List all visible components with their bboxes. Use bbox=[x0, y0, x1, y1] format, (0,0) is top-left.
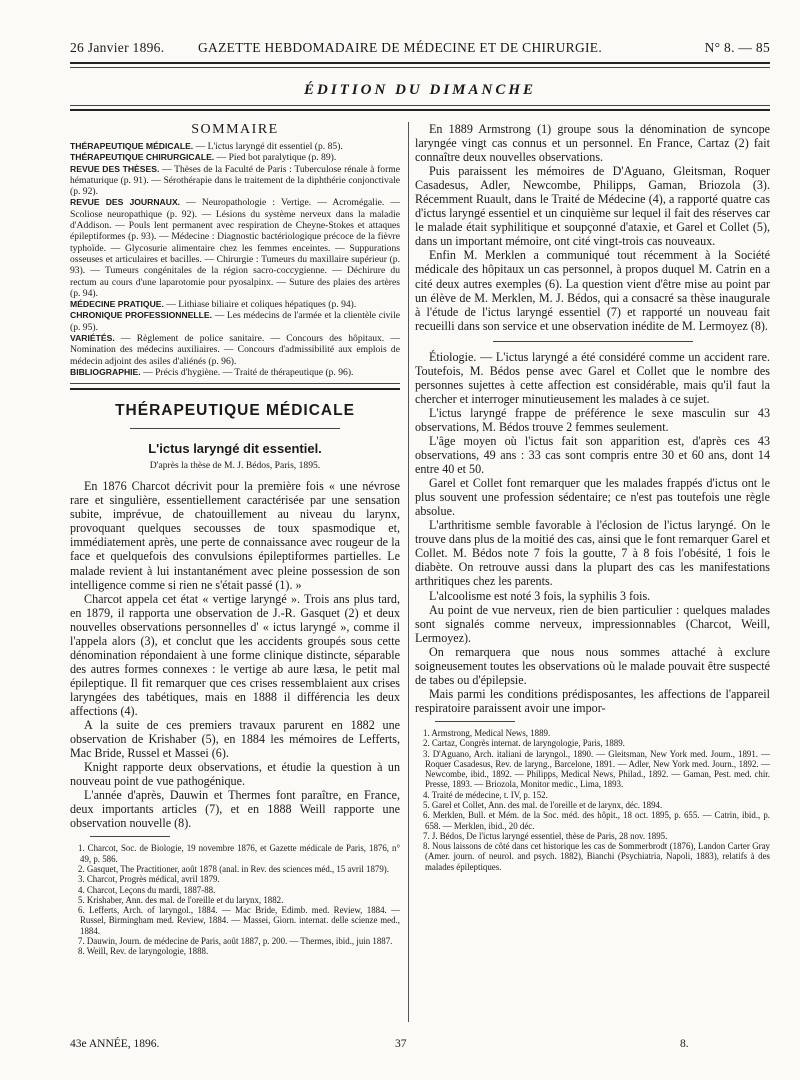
paragraph: L'arthritisme semble favorable à l'éclosion de l'ictus laryngé. On le trouve dans plus de la moitié des cas, ainsi que le font remarquer Garel et Collet. M. Bédos note 7 fois la goutte, 7 à 8 fois l'obésité, 1 fois le diabète. On retrouve aussi dans la plupart des cas les manifestations arthritiques chez les parents. bbox=[415, 518, 770, 589]
header-rule-top bbox=[70, 62, 770, 64]
paragraph: Enfin M. Merklen a communiqué tout récemment à la Société médicale des hôpitaux un cas personnel, à propos duquel M. Catrin en a cité deux autres exemples (6). La question vient d'être mise au point par un élève de M. Merklen, M. J. Bédos, qui a consacré sa thèse inaugurale à l'étude de l'ictus laryngé essentiel (7) et rapporté un nouveau fait recueilli dans son service et une observation inédite de M. Lermoyez (8). bbox=[415, 248, 770, 333]
paragraph: L'âge moyen où l'ictus fait son apparition est, d'après ces 43 observations, 49 ans : 33 cas sont compris entre 30 et 60 ans, dont 14 entre 40 et 50. bbox=[415, 433, 770, 477]
sommaire-entry: BIBLIOGRAPHIE. — Précis d'hygiène. — Traité de thérapeutique (p. 96). bbox=[70, 366, 354, 378]
issue-number: N° 8. — 85 bbox=[704, 40, 770, 55]
sommaire-entry: VARIÉTÉS. — Règlement de police sanitaire. — Concours des hôpitaux. — Nomination des médecins auxiliaires. — Concours d'admissibilité aux emplois de médecin adjoint des asiles d'aliénés (p. 96). bbox=[70, 333, 400, 367]
left-column bbox=[70, 122, 400, 957]
sommaire-entry: THÉRAPEUTIQUE CHIRURGICALE. — Pied bot paralytique (p. 89). bbox=[70, 152, 337, 164]
sommaire-entry: REVUE DES JOURNAUX. — Neuropathologie : Vertige. — Acromégalie. — Scoliose neuropathique (p. 92). — Lésions du système nerveux dans la maladie d'Addison. — Pouls lent permanent avec respiration de Cheyne-Stokes et attaques épileptiformes (p. 93). — Médecine : Diagnostic bactériologique précoce de la fièvre typhoïde. — Glycosurie alimentaire chez les femmes enceintes. — Suppurations osseuses et articulaires et bacilles. — Chirurgie : Tumeurs du maxillaire supérieur (p. 93). — Tumeurs congénitales de la région sacro-coccygienne. — Déchirure du rectum au cours d'une laparotomie pour pyosalpinx. — Suture des plaies des artères (p. 94). bbox=[70, 197, 400, 299]
left-footnotes bbox=[70, 843, 400, 956]
footnote: 8. Weill, Rev. de laryngologie, 1888. bbox=[78, 946, 209, 957]
sommaire-list bbox=[70, 141, 400, 378]
footnote: 3. D'Aguano, Arch. italiani de laryngol., 1890. — Gleitsman, New York med. Journ., 1891. — Roquer Casadesus, Rev. de laryng., Barcelone, 1891. — Adler, New York med. Journ., 1892. — Newcombe, ibid., 1892. — Philipps, Medical News, Philad., 1892. — Gaman, Pest. med. chir. Presse, 1893. — Briozola, Monitor medic., Lima, 1893. bbox=[423, 748, 770, 790]
paragraph-rule bbox=[493, 341, 693, 342]
issue-date: 26 Janvier 1896. bbox=[70, 40, 165, 55]
sommaire-rule-double bbox=[70, 388, 400, 390]
paragraph: Mais parmi les conditions prédisposantes, les affections de l'appareil respiratoire paraissent avoir une impor- bbox=[415, 686, 770, 715]
paragraph: L'alcoolisme est noté 3 fois, la syphilis 3 fois. bbox=[429, 588, 651, 603]
left-body bbox=[70, 479, 400, 830]
paragraph: En 1889 Armstrong (1) groupe sous la dénomination de syncope laryngée vingt cas connus et un personnel. En France, Cartaz (2) fait connaître deux nouvelles observations. bbox=[415, 122, 770, 165]
paragraph: Étiologie. — L'ictus laryngé a été considéré comme un accident rare. Toutefois, M. Bédos pense avec Garel et Collet que le nombre des personnes sujettes à cette affection est considérable, mais qu'il faut la chercher et interroger minutieusement les malades à ce sujet. bbox=[415, 349, 770, 406]
sheet-number: 8. bbox=[680, 1038, 689, 1050]
section-rule bbox=[130, 428, 340, 429]
year-footer: 43e ANNÉE, 1896. bbox=[70, 1038, 160, 1050]
footnote: 7. J. Bédos, De l'ictus laryngé essentiel, thèse de Paris, 28 nov. 1895. bbox=[423, 830, 668, 841]
footnote: 5. Garel et Collet, Ann. des mal. de l'oreille et de larynx, déc. 1894. bbox=[423, 800, 663, 810]
edition-rule-2 bbox=[70, 109, 770, 111]
page-number: 37 bbox=[395, 1038, 407, 1050]
journal-title: GAZETTE HEBDOMADAIRE DE MÉDECINE ET DE CHIRURGIE. bbox=[198, 40, 603, 55]
running-head bbox=[70, 38, 770, 60]
paragraph: Garel et Collet font remarquer que les malades frappés d'ictus ont le plus souvent une profession sédentaire; ce n'est pas toutefois une règle absolue. bbox=[415, 476, 770, 519]
paragraph: Au point de vue nerveux, rien de bien particulier : quelques malades sont signalés comme nerveux, impressionnables (Charcot, Weill, Lermoyez). bbox=[415, 602, 770, 645]
paragraph: En 1876 Charcot décrivit pour la première fois « une névrose rare et singulière, essentiellement caractérisée par une sensation subite, imprévue, de chatouillement au niveau du larynx, provoquant quelques secousses de toux spasmodique et, immédiatement après, une perte de connaissance avec rougeur de la face et quelquefois des convulsions épileptiformes partielles. Le malade revient à lui instantanément avec pleine possession de son intelligence comme si rien ne s'était passé (1). » bbox=[70, 479, 400, 592]
section-title: THÉRAPEUTIQUE MÉDICALE bbox=[115, 402, 355, 420]
paragraph: Knight rapporte deux observations, et étudie la question à un nouveau point de vue pathogénique. bbox=[70, 760, 400, 789]
paragraph: Charcot appela cet état « vertige laryngé ». Trois ans plus tard, en 1879, il rapporta une observation de J.-R. Gasquet (2) et deux nouvelles observations personnelles d' « ictus laryngé », comme il l'appela alors (3), et conclut que les accidents groupés sous cette dénomination répondaient à une forme clinique distincte, séparable des autres formes connexes : le vertige ab aure læsa, le petit mal épileptique. Il fit remarquer que ces crises ressemblaient aux crises laryngées des tabétiques, mais en 1888 il différencia les deux affections (4). bbox=[70, 591, 400, 718]
footnote: 2. Cartaz, Congrès internat. de laryngologie, Paris, 1889. bbox=[423, 738, 625, 749]
sommaire-rule bbox=[70, 383, 400, 384]
footnote: 1. Charcot, Soc. de Biologie, 19 novembre 1876, et Gazette médicale de Paris, 1876, n° 49, p. 586. bbox=[78, 843, 400, 864]
paragraph: A la suite de ces premiers travaux parurent en 1882 une observation de Krishaber (5), en 1884 les mémoires de Lefferts, Mac Bride, Russel et Massei (6). bbox=[70, 718, 400, 761]
footnote: 4. Charcot, Leçons du mardi, 1887-88. bbox=[78, 884, 216, 895]
footnote: 6. Merklen, Bull. et Mém. de la Soc. méd. des hôpit., 18 oct. 1895, p. 655. — Catrin, ibid., p. 658. — Merklen, ibid., 20 déc. bbox=[423, 810, 770, 831]
journal-page bbox=[70, 38, 770, 1068]
sommaire-entry: MÉDECINE PRATIQUE. — Lithiase biliaire et coliques hépatiques (p. 94). bbox=[70, 299, 357, 311]
header-rule-bottom bbox=[70, 67, 770, 68]
footnote: 5. Krishaber, Ann. des mal. de l'oreille et du larynx, 1882. bbox=[78, 894, 284, 905]
right-footnotes bbox=[415, 728, 770, 872]
right-column bbox=[415, 122, 770, 872]
sommaire-title: SOMMAIRE bbox=[191, 122, 279, 137]
footnote: 8. Nous laissons de côté dans cet historique les cas de Sommerbrodt (1876), Landon Carter Gray (Amer. journ. of neurol. and psych. 1882), Bianchi (Psychiatria, Napoli, 1883), relatifs à des malades épileptiques. bbox=[423, 841, 770, 872]
right-body bbox=[415, 122, 770, 715]
footnote-rule bbox=[435, 721, 515, 722]
footnote-rule bbox=[90, 836, 170, 837]
footnote: 6. Lefferts, Arch. of laryngol., 1884. — Mac Bride, Edimb. med. Review, 1884. — Russel, Birmingham med. Review, 1884. — Massei, Giorn. internat. delle scienze med., 1884. bbox=[78, 905, 400, 936]
paragraph: Puis paraissent les mémoires de D'Aguano, Gleitsman, Roquer Casadesus, Adler, Newcombe, Philipps, Gaman, Briozola (3). Récemment Ruault, dans le Traité de Médecine (4), a rapporté quatre cas d'ictus laryngé essentiel et un cinquième sur lequel il fait des réserves car le malade était syphilitique et soupçonné d'ataxie, et Garel et Collet (5), dans un important mémoire, ont cité vingt-trois cas nouveaux. bbox=[415, 164, 770, 249]
footnote: 2. Gasquet, The Practitioner, août 1878 (anal. in Rev. des sciences méd., 15 avril 1879). bbox=[78, 864, 389, 874]
edition-rule-1 bbox=[70, 105, 770, 106]
paragraph: On remarquera que nous nous sommes attaché à exclure soigneusement toutes les observations où le malade pouvait être suspecté de tabes ou d'épilepsie. bbox=[415, 644, 770, 687]
footnote: 3. Charcot, Progrès médical, avril 1879. bbox=[78, 874, 220, 885]
column-separator bbox=[408, 122, 409, 1022]
paragraph: L'année d'après, Dauwin et Thermes font paraître, en France, deux importants articles (7), et en 1888 Weill rapporte une observation nouvelle (8). bbox=[70, 788, 400, 831]
footnote: 4. Traité de médecine, t. IV, p. 152. bbox=[423, 789, 548, 800]
sommaire-entry: CHRONIQUE PROFESSIONNELLE. — Les médecins de l'armée et la clientèle civile (p. 95). bbox=[70, 310, 401, 333]
paragraph: L'ictus laryngé frappe de préférence le sexe masculin sur 43 observations, M. Bédos trouve 2 femmes seulement. bbox=[415, 405, 770, 434]
sommaire-entry: THÉRAPEUTIQUE MÉDICALE. — L'ictus laryngé dit essentiel (p. 85). bbox=[70, 141, 343, 152]
footnote: 7. Dauwin, Journ. de médecine de Paris, août 1887, p. 200. — Thermes, ibid., juin 1887. bbox=[78, 936, 393, 947]
article-title: L'ictus laryngé dit essentiel. bbox=[148, 441, 322, 457]
sommaire-entry: REVUE DES THÈSES. — Thèses de la Faculté de Paris : Tuberculose rénale à forme hématurique (p. 91). — Sérothérapie dans le traitement de la diphthérie conjonctivale (p. 92). bbox=[70, 163, 401, 198]
edition-title: ÉDITION DU DIMANCHE bbox=[303, 82, 537, 98]
footnote: 1. Armstrong, Medical News, 1889. bbox=[423, 727, 551, 738]
article-byline: D'après la thèse de M. J. Bédos, Paris, 1895. bbox=[149, 460, 321, 472]
